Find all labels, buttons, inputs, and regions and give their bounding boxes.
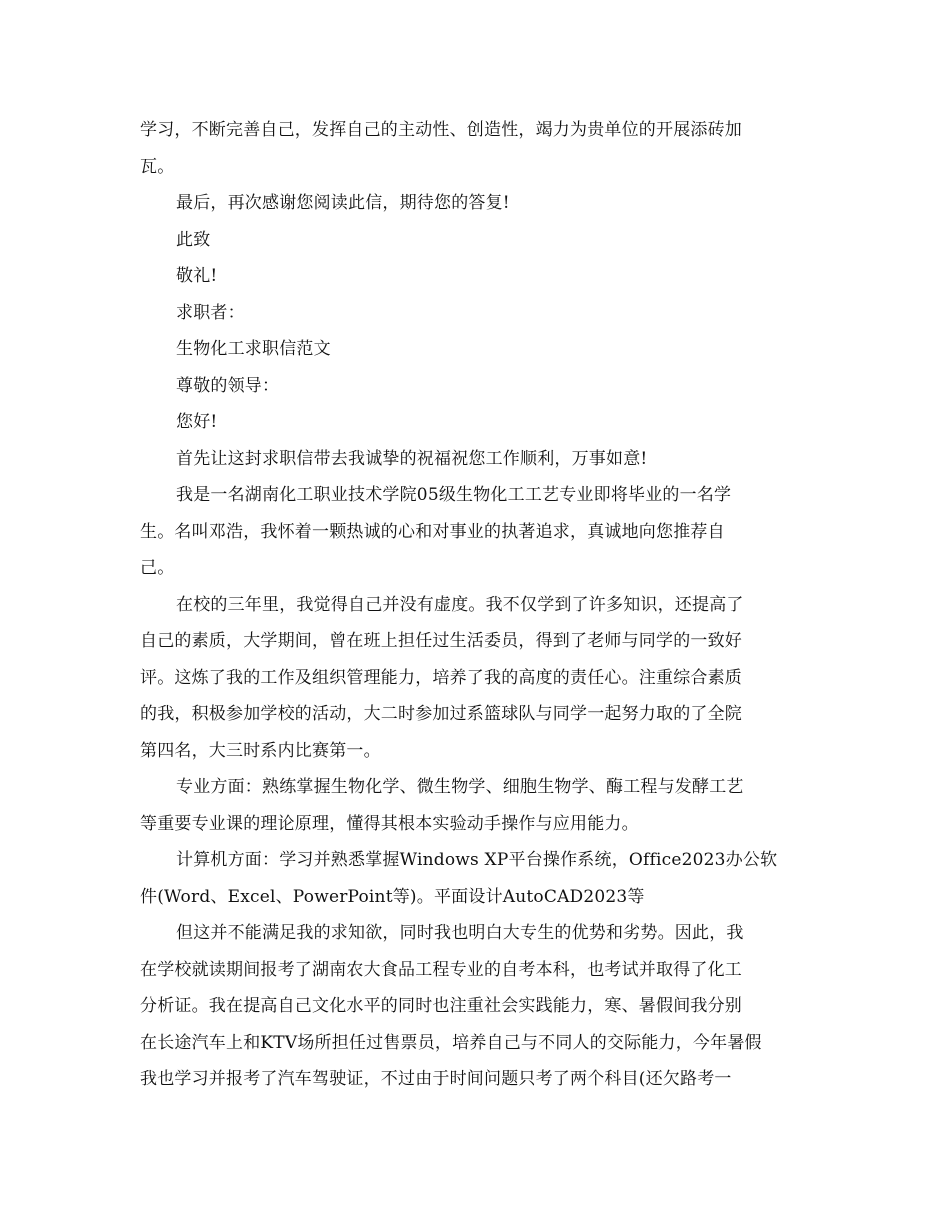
greeting: 您好! bbox=[176, 412, 218, 432]
text-line: 评。这炼了我的工作及组织管理能力，培养了我的高度的责任心。注重综合素质 bbox=[140, 667, 742, 688]
signature-label: 求职者： bbox=[176, 302, 245, 323]
section-title: 生物化工求职信范文 bbox=[176, 339, 331, 359]
text-line: 我是一名湖南化工职业技术学院05级生物化工工艺专业即将毕业的一名学 bbox=[176, 485, 732, 505]
salutation-regards: 敬礼! bbox=[176, 266, 218, 286]
text-line: 在校的三年里，我觉得自己并没有虚度。我不仅学到了许多知识，还提高了 bbox=[176, 594, 744, 615]
text-line: 但这并不能满足我的求知欲，同时我也明白大专生的优势和劣势。因此，我 bbox=[176, 923, 744, 943]
text-line: 在长途汽车上和KTV场所担任过售票员，培养自己与不同人的交际能力，今年暑假 bbox=[140, 1032, 762, 1053]
text-line: 分析证。我在提高自己文化水平的同时也注重社会实践能力，寒、暑假间我分别 bbox=[140, 996, 742, 1016]
text-line: 瓦。 bbox=[140, 156, 175, 177]
text-line: 计算机方面：学习并熟悉掌握Windows XP平台操作系统，Office2023办公软 bbox=[176, 850, 778, 870]
text-line: 学习，不断完善自己，发挥自己的主动性、创造性，竭力为贵单位的开展添砖加 bbox=[140, 120, 742, 140]
letter-body bbox=[140, 112, 820, 1098]
salutation-close: 此致 bbox=[176, 229, 211, 250]
text-line: 首先让这封求职信带去我诚挚的祝福祝您工作顺利，万事如意! bbox=[176, 448, 648, 469]
closing-thanks: 最后，再次感谢您阅读此信，期待您的答复! bbox=[176, 193, 510, 213]
text-line: 生。名叫邓浩，我怀着一颗热诚的心和对事业的执著追求，真诚地向您推荐自 bbox=[140, 521, 725, 542]
text-line: 我也学习并报考了汽车驾驶证，不过由于时间问题只考了两个科目(还欠路考一 bbox=[140, 1069, 732, 1089]
text-line: 的我，积极参加学校的活动，大二时参加过系篮球队与同学一起努力取的了全院 bbox=[140, 704, 742, 724]
text-line: 等重要专业课的理论原理，懂得其根本实验动手操作与应用能力。 bbox=[140, 813, 639, 834]
greeting-addressee: 尊敬的领导： bbox=[176, 375, 280, 396]
text-line: 件(Word、Excel、PowerPoint等)。平面设计AutoCAD2023等 bbox=[140, 886, 645, 907]
text-line: 专业方面：熟练掌握生物化学、微生物学、细胞生物学、酶工程与发酵工艺 bbox=[176, 777, 744, 797]
text-line: 己。 bbox=[140, 558, 175, 578]
text-line: 在学校就读期间报考了湖南农大食品工程专业的自考本科，也考试并取得了化工 bbox=[140, 959, 742, 980]
text-line: 自己的素质，大学期间，曾在班上担任过生活委员，得到了老师与同学的一致好 bbox=[140, 631, 742, 651]
text-line: 第四名，大三时系内比赛第一。 bbox=[140, 740, 381, 761]
